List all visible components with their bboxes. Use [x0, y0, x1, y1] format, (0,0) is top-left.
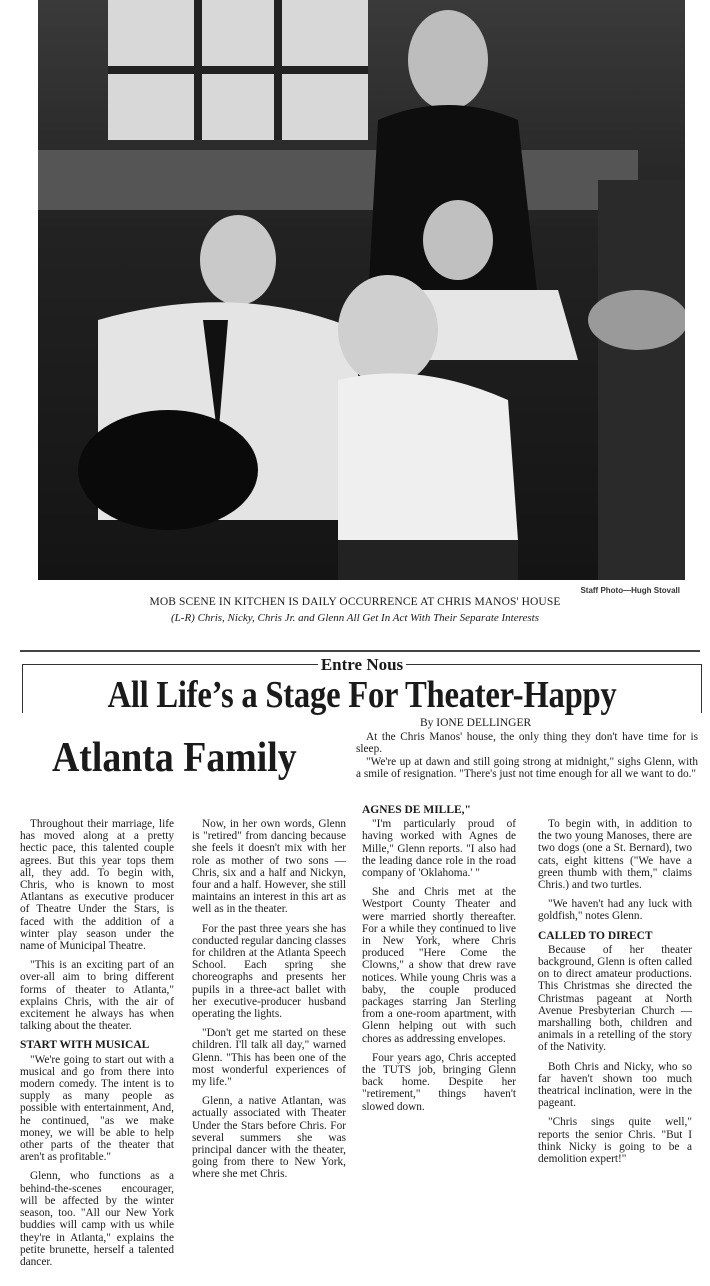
family-kitchen-photo: [38, 0, 685, 580]
article-column-4: [538, 818, 692, 1172]
paragraph: "Don't get me started on these children. I'll talk all day," warned Glenn. "This has been one of the most wonderful experiences of my life.": [192, 1027, 346, 1089]
photo-caption-subtitle: (L-R) Chris, Nicky, Chris Jr. and Glenn All Get In Act With Their Separate Interests: [171, 612, 539, 624]
paragraph: Throughout their marriage, life has moved along at a pretty hectic pace, this talented couple agrees. But this year tops them all, they add. To begin with, Chris, who is known to most Atlantans as executive producer of Theatre Under the Stars, is faced with the addition of a winter play season under the name of Municipal Theatre.: [20, 818, 174, 953]
subheading: CALLED TO DIRECT: [538, 929, 653, 942]
article-column-3: [362, 804, 516, 1120]
column-kicker: [23, 655, 701, 675]
headline-box: [22, 655, 702, 716]
paragraph: At the Chris Manos' house, the only thing they don't have time for is sleep.: [356, 731, 698, 756]
paragraph: "Chris sings quite well," reports the senior Chris. "But I think Nicky is going to be a demolition expert!": [538, 1116, 692, 1166]
paragraph: To begin with, in addition to the two young Manoses, there are two dogs (one a St. Bernard), two cats, eight kittens ("We have a green thumb with them," claims Chris.) and two turtles.: [538, 818, 692, 892]
subheading: AGNES DE MILLE,": [362, 804, 471, 816]
headline-line-1: All Life’s a Stage For Theater-Happy: [107, 674, 617, 716]
paragraph: She and Chris met at the Westport County Theater and were married shortly thereafter. For a while they continued to live in New York, where Chris produced "Here Come the Clowns," a show that drew rave notices. While young Chris was a baby, the couple produced packages starring Jan Sterling from a one-room apartment, with Glenn helping out with such chores as addressing envelopes.: [362, 886, 516, 1045]
subheading: START WITH MUSICAL: [20, 1039, 150, 1052]
intro-paragraphs: [356, 731, 698, 781]
paragraph: Both Chris and Nicky, who so far haven't shown too much theatrical inclination, were in the pageant.: [538, 1060, 692, 1110]
paragraph: "I'm particularly proud of having worked with Agnes de Mille," Glenn reports. "I also had the leading dance role in the road company of 'Oklahoma.' ": [362, 818, 516, 880]
byline: By IONE DELLINGER: [420, 717, 532, 729]
paragraph: For the past three years she has conducted regular dancing classes for children at the Atlanta Speech School. Each spring she choreographs and presents her pupils in a three-act ballet with her executive-producer husband operating the lights.: [192, 922, 347, 1021]
paragraph: "We're going to start out with a musical and go from there into modern comedy. The intent is to supply as many people as possible with entertainment, And, he continued, "as we make money, we will be able to help other parts of the theater that aren't as profitable.": [20, 1053, 174, 1164]
photo-credit: Staff Photo—Hugh Stovall: [580, 586, 680, 595]
photo-caption-title: MOB SCENE IN KITCHEN IS DAILY OCCURRENCE AT CHRIS MANOS' HOUSE: [149, 596, 561, 608]
paragraph: "We're up at dawn and still going strong at midnight," sighs Glenn, with a smile of resignation. "There's just not time enough for all we want to do.": [356, 755, 698, 781]
section-divider: [20, 650, 700, 652]
kicker-text: Entre Nous: [318, 655, 406, 674]
paragraph: Four years ago, Chris accepted the TUTS job, bringing Glenn back home. Despite her "retirement," things haven't slowed down.: [362, 1051, 516, 1113]
article-column-2: [192, 818, 346, 1188]
article-column-1: [20, 818, 174, 1275]
paragraph: "This is an exciting part of an over-all aim to bring different forms of theater to Atlanta," explains Chris, with the air of excitement he always has when talking about the theater.: [20, 959, 174, 1033]
headline-line-2: Atlanta Family: [52, 735, 297, 781]
paragraph: Glenn, who functions as a behind-the-scenes encourager, will be affected by the winter season, too. "All our New York buddies will camp with us while they're in Atlanta," explains the petite brunette, herself a talented dancer.: [20, 1170, 174, 1268]
paragraph: "We haven't had any luck with goldfish," notes Glenn.: [538, 898, 692, 923]
paragraph: Because of her theater background, Glenn is often called on to direct amateur productions. This Christmas she directed the Christmas pageant at North Avenue Presbyterian Church — marshalling both, children and animals in a retelling of the story of the Nativity.: [538, 943, 692, 1054]
paragraph: Glenn, a native Atlantan, was actually associated with Theater Under the Stars before Chris. For several summers she was principal dancer with the theater, going from there to New York, where she met Chris.: [192, 1095, 346, 1181]
paragraph: Now, in her own words, Glenn is "retired" from dancing because she feels it doesn't mix with her role as mother of two sons — Chris, six and a half and Nickyn, four and a half. However, she still maintains an interest in this art as well as in the theater.: [192, 818, 346, 916]
